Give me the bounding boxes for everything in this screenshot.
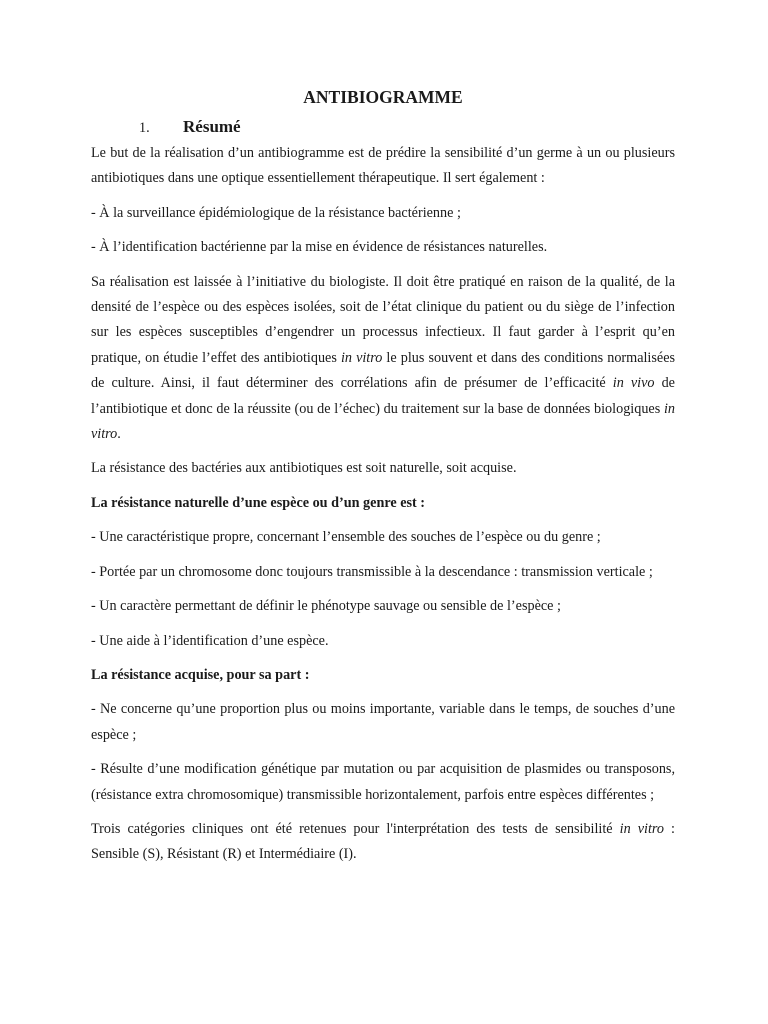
text-run: Trois catégories cliniques ont été retenues pour l'interprétation des tests de sensibilité: [91, 820, 620, 837]
italic-text: in vitro: [619, 820, 665, 837]
text-run: de l’antibiotique et donc de la réussite (ou de l’échec) du traitement sur la base de données biologiques: [91, 375, 675, 417]
text-run: .: [117, 426, 121, 443]
section-title: Résumé: [183, 117, 241, 136]
paragraph-realisation: [91, 270, 675, 448]
list-item-natural-3: - Un caractère permettant de définir le phénotype sauvage ou sensible de l’espèce ;: [91, 598, 561, 615]
document-title: ANTIBIOGRAMME: [303, 87, 463, 107]
paragraph-categories: [91, 817, 675, 868]
italic-text: in vitro: [91, 400, 675, 443]
section-heading: [139, 116, 675, 139]
list-item-surveillance: - À la surveillance épidémiologique de la résistance bactérienne ;: [91, 204, 461, 221]
italic-text: in vivo: [612, 375, 655, 392]
list-item-identification: - À l’identification bactérienne par la mise en évidence de résistances naturelles.: [91, 239, 548, 256]
text-run: Sa réalisation est laissée à l’initiative du biologiste. Il doit être pratiqué en raison de la qualité, de la densité de l’espèce ou des espèces isolées, soit de l’état clinique du patient ou du siège de l’infection sur les espèces susceptibles d’engendrer un processus infectieux. Il faut garder à l’esprit qu’en pratique, on étudie l’effet des antibiotiques: [91, 273, 675, 366]
list-item-acquired-2: - Résulte d’une modification génétique par mutation ou par acquisition de plasmides ou transposons, (résistance extra chromosomique) transmissible horizontalement, parfois entre espèces différentes ;: [91, 761, 675, 803]
list-item-natural-1: - Une caractéristique propre, concernant l’ensemble des souches de l’espèce ou du genre ;: [91, 529, 601, 546]
document-page: [91, 84, 675, 877]
heading-acquired-resistance: La résistance acquise, pour sa part :: [91, 666, 310, 683]
heading-natural-resistance: La résistance naturelle d’une espèce ou d’un genre est :: [91, 494, 426, 511]
list-item-natural-2: - Portée par un chromosome donc toujours transmissible à la descendance : transmission verticale ;: [91, 563, 653, 580]
list-item-acquired-1: - Ne concerne qu’une proportion plus ou moins importante, variable dans le temps, de souches d’une espèce ;: [91, 701, 675, 743]
paragraph-purpose: Le but de la réalisation d’un antibiogramme est de prédire la sensibilité d’un germe à un ou plusieurs antibiotiques dans une optique essentiellement thérapeutique. Il sert également :: [91, 145, 675, 187]
section-number: 1.: [139, 120, 150, 136]
paragraph-resistance-types: La résistance des bactéries aux antibiotiques est soit naturelle, soit acquise.: [91, 460, 517, 477]
text-run: le plus souvent et dans des conditions normalisées de culture. Ainsi, il faut déterminer des corrélations afin de présumer de l’efficacité: [91, 349, 676, 392]
text-run: : Sensible (S), Résistant (R) et Intermédiaire (I).: [91, 820, 676, 863]
list-item-natural-4: - Une aide à l’identification d’une espèce.: [91, 632, 329, 649]
italic-text: in vitro: [340, 349, 383, 366]
